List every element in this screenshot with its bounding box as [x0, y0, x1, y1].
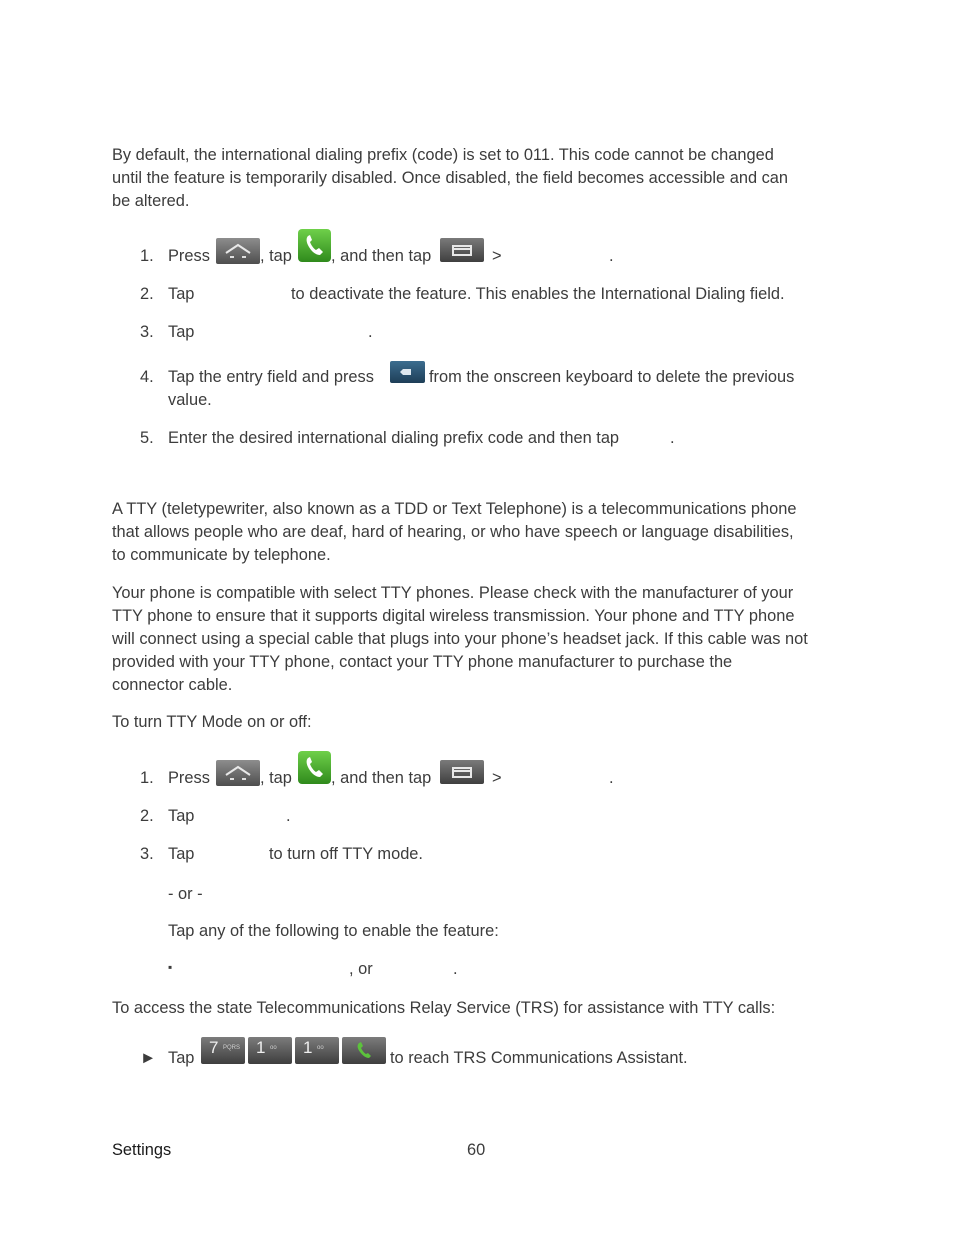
text-line: until the feature is temporarily disabled. Once disabled, the field becomes accessible and can — [112, 169, 789, 187]
step-text: value. — [168, 391, 212, 409]
step-number: 1. — [140, 769, 154, 787]
step-text: > — [492, 247, 502, 265]
step-text: . — [670, 429, 675, 447]
step-text: Tap — [168, 1049, 195, 1067]
step-text: , tap — [260, 769, 292, 787]
step-text: . — [609, 247, 614, 265]
step-number: 3. — [140, 323, 154, 341]
following-text: Tap any of the following to enable the feature: — [168, 922, 499, 940]
key-letters: PQRS — [223, 1045, 241, 1051]
text-line: Your phone is compatible with select TTY phones. Please check with the manufacturer of your — [112, 584, 794, 602]
phone-app-icon — [298, 229, 331, 262]
tty-compat-paragraph — [112, 582, 808, 697]
text-line: connector cable. — [112, 676, 233, 694]
or-separator: - or - — [168, 885, 203, 903]
text-line: By default, the international dialing prefix (code) is set to 011. This code cannot be changed — [112, 146, 774, 164]
step-text: to reach TRS Communications Assistant. — [390, 1049, 688, 1067]
delete-key-icon — [390, 361, 425, 383]
dial-key-1 — [248, 1037, 292, 1064]
step-text: Tap — [168, 285, 195, 303]
step-text: Tap — [168, 845, 195, 863]
text-line: A TTY (teletypewriter, also known as a TDD or Text Telephone) is a telecommunications phone — [112, 500, 797, 518]
menu-key-icon — [440, 238, 484, 262]
step-text: Tap — [168, 807, 195, 825]
step-text: . — [453, 960, 458, 978]
arrow-bullet-icon: ► — [140, 1049, 157, 1067]
step-number: 4. — [140, 368, 154, 386]
key-digit: 1 — [303, 1038, 313, 1057]
step-text: , and then tap — [331, 247, 432, 265]
step-number: 3. — [140, 845, 154, 863]
menu-key-icon — [440, 760, 484, 784]
step-text: . — [286, 807, 291, 825]
step-text: > — [492, 769, 502, 787]
intro-paragraph — [112, 144, 788, 213]
bullet-icon: ▪ — [168, 960, 173, 974]
text-line: that allows people who are deaf, hard of hearing, or who have speech or language disabilities, — [112, 523, 794, 541]
dial-key-7 — [201, 1037, 245, 1064]
text-line: to communicate by telephone. — [112, 546, 331, 564]
step-text: to turn off TTY mode. — [269, 845, 423, 863]
trs-paragraph: To access the state Telecommunications Relay Service (TRS) for assistance with TTY calls: — [112, 999, 776, 1017]
dial-key-1 — [295, 1037, 339, 1064]
step-text: . — [609, 769, 614, 787]
step-text: Tap — [168, 323, 195, 341]
step-text: Press — [168, 247, 210, 265]
phone-app-icon — [298, 751, 331, 784]
step-number: 1. — [140, 247, 154, 265]
step-text: to deactivate the feature. This enables the International Dialing field. — [291, 285, 785, 303]
step-text: from the onscreen keyboard to delete the previous — [429, 368, 795, 386]
call-key-icon — [342, 1037, 386, 1064]
step-text: . — [368, 323, 373, 341]
step-number: 5. — [140, 429, 154, 447]
text-line: will connect using a special cable that plugs into your phone’s headset jack. If this cable was not — [112, 630, 808, 648]
key-letters: oo — [317, 1045, 324, 1051]
step-text: , and then tap — [331, 769, 432, 787]
step-number: 2. — [140, 285, 154, 303]
step-text: , tap — [260, 247, 292, 265]
step-text: , or — [349, 960, 373, 978]
text-line: TTY phone to ensure that it supports digital wireless transmission. Your phone and TTY phone — [112, 607, 795, 625]
home-key-icon — [216, 760, 260, 786]
tty-intro-paragraph — [112, 498, 797, 567]
tty-turn-heading: To turn TTY Mode on or off: — [112, 713, 312, 731]
step-text: Enter the desired international dialing prefix code and then tap — [168, 429, 620, 447]
key-digit: 1 — [256, 1038, 266, 1057]
step-number: 2. — [140, 807, 154, 825]
page-number: 60 — [467, 1141, 486, 1159]
key-letters: oo — [270, 1045, 277, 1051]
key-digit: 7 — [209, 1038, 219, 1057]
step-text: Tap the entry field and press — [168, 368, 374, 386]
home-key-icon — [216, 238, 260, 264]
step-text: Press — [168, 769, 210, 787]
text-line: provided with your TTY phone, contact your TTY phone manufacturer to purchase the — [112, 653, 733, 671]
text-line: be altered. — [112, 192, 190, 210]
footer-section-title: Settings — [112, 1141, 172, 1159]
